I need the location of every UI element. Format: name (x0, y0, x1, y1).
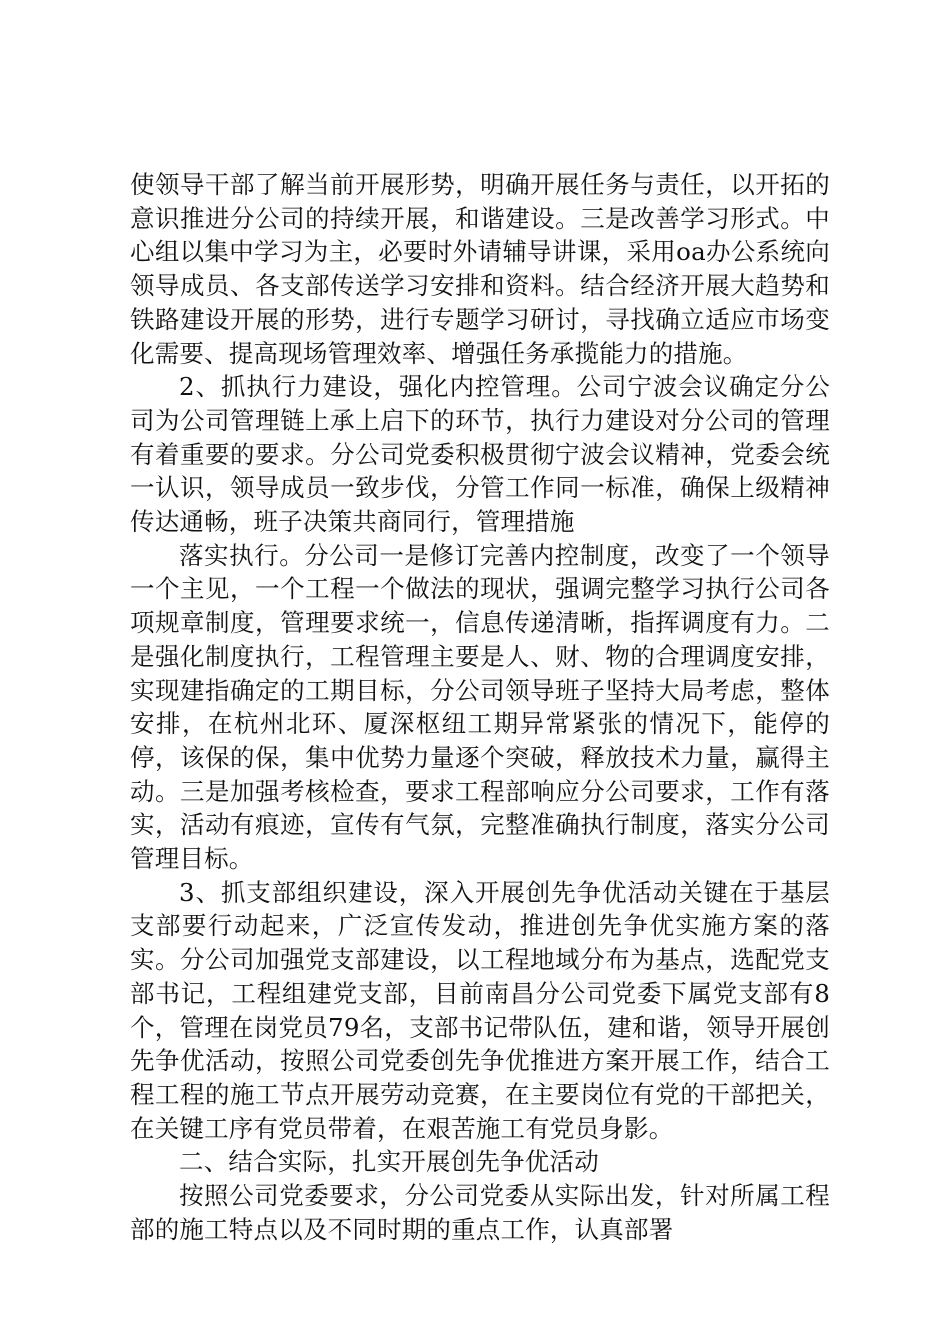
document-page (130, 168, 830, 1247)
paragraph-2: 2、抓执行力建设，强化内控管理。公司宁波会议确定分公司为公司管理链上承上启下的环节，执行力建设对分公司的管理有着重要的要求。分公司党委积极贯彻宁波会议精神，党委会统一认识，领导成员一致步伐，分管工作同一标准，确保上级精神传达通畅，班子决策共商同行，管理措施 (130, 372, 830, 537)
paragraph-6: 按照公司党委要求，分公司党委从实际出发，针对所属工程部的施工特点以及不同时期的重点工作，认真部署 (130, 1181, 830, 1244)
paragraph-4: 3、抓支部组织建设，深入开展创先争优活动关键在于基层支部要行动起来，广泛宣传发动，推进创先争优实施方案的落实。分公司加强党支部建设，以工程地域分布为基点，选配党支部书记，工程组建党支部，目前南昌分公司党委下属党支部有8个，管理在岗党员79名，支部书记带队伍，建和谐，领导开展创先争优活动，按照公司党委创先争优推进方案开展工作，结合工程工程的施工节点开展劳动竞赛，在主要岗位有党的干部把关，在关键工序有党员带着，在艰苦施工有党员身影。 (130, 877, 830, 1143)
paragraph-1: 使领导干部了解当前开展形势，明确开展任务与责任，以开拓的意识推进分公司的持续开展，和谐建设。三是改善学习形式。中心组以集中学习为主，必要时外请辅导讲课，采用oa办公系统向领导成员、各支部传送学习安排和资料。结合经济开展大趋势和铁路建设开展的形势，进行专题学习研讨，寻找确立适应市场变化需要、提高现场管理效率、增强任务承揽能力的措施。 (130, 170, 830, 368)
section-heading: 二、结合实际，扎实开展创先争优活动 (179, 1147, 599, 1177)
paragraph-3: 落实执行。分公司一是修订完善内控制度，改变了一个领导一个主见，一个工程一个做法的现状，强调完整学习执行公司各项规章制度，管理要求统一，信息传递清晰，指挥调度有力。二是强化制度执行，工程管理主要是人、财、物的合理调度安排，实现建指确定的工期目标，分公司领导班子坚持大局考虑，整体安排，在杭州北环、厦深枢纽工期异常紧张的情况下，能停的停，该保的保，集中优势力量逐个突破，释放技术力量，赢得主动。三是加强考核检查，要求工程部响应分公司要求，工作有落实，活动有痕迹，宣传有气氛，完整准确执行制度，落实分公司管理目标。 (130, 540, 830, 874)
